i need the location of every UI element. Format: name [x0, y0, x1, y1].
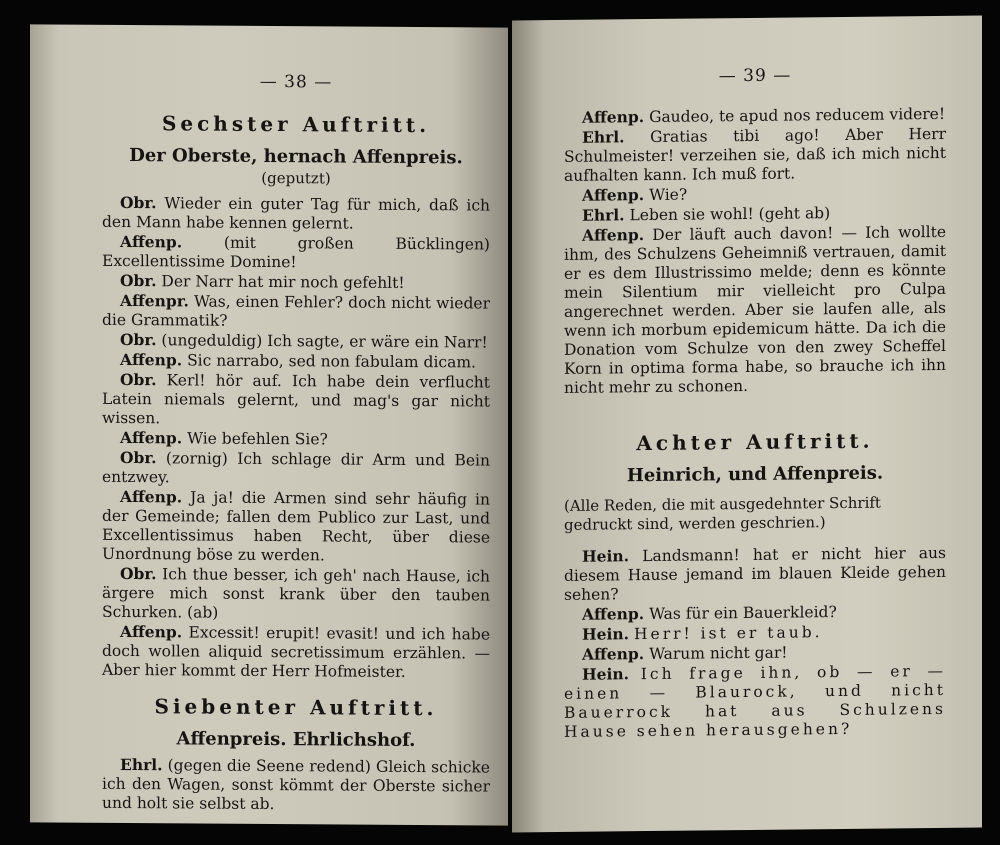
dialogue-line: [102, 622, 490, 683]
page-number: — 38 —: [259, 71, 333, 93]
speaker: Obr.: [120, 447, 157, 468]
speaker: Affenpr.: [120, 290, 189, 311]
speech-shouted: Ich frage ihn, ob — er — einen — Blaurock, und nicht Bauerrock hat aus Schulzens Hause sehen herausgehen?: [564, 661, 946, 741]
speech: Landsmann! hat er nicht hier aus diesem Hause jemand im blauen Kleide gehen sehen?: [564, 543, 946, 604]
speech: Leben sie wohl! (geht ab): [629, 204, 831, 225]
dialogue-line: [102, 428, 490, 451]
dialogue-block: [102, 193, 490, 683]
dialogue-line: [102, 755, 490, 816]
speaker: Affenp.: [582, 185, 645, 205]
scene-cast: Affenpreis. Ehrlichshof.: [176, 728, 416, 752]
speech: Gaudeo, te apud nos reducem videre!: [649, 104, 946, 127]
dialogue-line: [564, 661, 946, 742]
speaker: Affenp.: [582, 604, 645, 624]
speech: Sic narrabo, sed non fabulam dicam.: [187, 351, 476, 372]
speech: Ja ja! die Armen sind sehr häufig in der Gemeinde; fallen dem Publico zur Last, und Excellentissimus haben Recht, über diese Unordnung böse zu werden.: [102, 488, 490, 565]
dialogue-block: [102, 755, 490, 816]
speaker: Ehrl.: [582, 127, 625, 147]
speech: Was, einen Fehler? doch nicht wieder die Grammatik?: [102, 292, 490, 330]
speaker: Obr.: [120, 369, 157, 390]
speaker: Ehrl.: [120, 754, 163, 775]
speaker: Affenp.: [120, 486, 183, 507]
dialogue-line: [564, 543, 946, 605]
cast-names: Der Oberste, hernach Affenpreis.: [129, 145, 463, 169]
speaker: Affenp.: [120, 621, 183, 642]
speech: (gegen die Seene redend) Gleich schicke ich den Wagen, sonst kömmt der Oberste sicher und holt sie selbst ab.: [102, 756, 490, 814]
speech: Excessit! erupit! evasit! und ich habe doch wollen aliquid secretissimum erzählen. — Aber hier kommt der Herr Hofmeister.: [102, 623, 490, 681]
speech: (ungeduldig) Ich sagte, er wäre ein Narr!: [161, 331, 488, 352]
speaker: Ehrl.: [582, 205, 625, 225]
dialogue-block: [564, 543, 946, 742]
scene-title: Sechster Auftritt.: [161, 111, 431, 138]
speaker: Obr.: [120, 192, 157, 213]
dialogue-line: [564, 222, 946, 398]
speech: Der läuft auch davon! — Ich wollte ihm, des Schulzens Geheimniß vertrauen, damit er es dem Illustrissimo melde; denn es könnte mein Silentium mir vielleicht pro Culpa angerechnet werden. Aber sie laufen alle, als wenn ich morbum epidemicum hätte. Da ich die Donation vom Schulze von den zwey Scheffel Korn in optima forma habe, so brauche ich ihn nicht mehr zu schonen.: [564, 222, 946, 397]
speaker: Obr.: [120, 563, 157, 584]
left-page: [30, 24, 508, 825]
speech: (mit großen Bücklingen) Excellentissime Domine!: [102, 233, 490, 272]
dialogue-line: [102, 370, 490, 431]
scene-cast: [102, 145, 490, 190]
speech: Der Narr hat mir noch gefehlt!: [161, 272, 405, 292]
speech: Was für ein Bauerkleid?: [649, 603, 837, 624]
speaker: Affenp.: [582, 225, 645, 245]
scene-title: Siebenter Auftritt.: [154, 694, 438, 721]
open-book: [30, 18, 985, 833]
dialogue-line: [564, 124, 946, 186]
stage-note: (Alle Reden, die mit ausgedehnter Schrift gedruckt sind, werden geschrien.): [564, 493, 881, 534]
dialogue-line: [102, 291, 490, 333]
dialogue-line: [102, 564, 490, 625]
dialogue-line: [102, 232, 490, 274]
speech: Gratias tibi ago! Aber Herr Schulmeister! verzeihen sie, daß ich mich nicht aufhalten kann. Ich muß fort.: [564, 124, 946, 185]
speaker: Hein.: [582, 664, 630, 684]
speech: Kerl! hör auf. Ich habe dein verflucht Latein niemals gelernt, und mag's gar nicht wissen.: [102, 371, 490, 428]
speaker: Affenp.: [120, 231, 183, 252]
dialogue-block: [564, 104, 946, 398]
speaker: Obr.: [120, 270, 157, 291]
dialogue-line: [102, 448, 490, 490]
speaker: Affenp.: [582, 107, 645, 127]
dialogue-line: [102, 330, 490, 353]
scene-cast: Heinrich, und Affenpreis.: [626, 462, 884, 487]
dialogue-line: [102, 350, 490, 373]
speaker: Hein.: [582, 546, 630, 566]
speech: Wieder ein guter Tag für mich, daß ich den Mann habe kennen gelernt.: [102, 194, 490, 233]
speech: Ich thue besser, ich geh' nach Hause, ich ärgere mich sonst krank über den tauben Schurken. (ab): [102, 565, 490, 622]
speaker: Affenp.: [120, 427, 183, 448]
dialogue-line: [102, 271, 490, 294]
cast-note: (geputzt): [261, 168, 331, 188]
scene-title: Achter Auftritt.: [636, 428, 874, 456]
page-number: — 39 —: [718, 65, 792, 87]
right-page: [512, 16, 982, 833]
speaker: Hein.: [582, 624, 630, 644]
dialogue-line: [102, 487, 490, 567]
speech: Warum nicht gar!: [649, 643, 788, 664]
speech: Wie?: [649, 185, 688, 205]
speaker: Obr.: [120, 329, 157, 350]
speech-shouted: Herr! ist er taub.: [634, 623, 823, 644]
speaker: Affenp.: [120, 349, 183, 370]
speech: Wie befehlen Sie?: [187, 429, 328, 449]
dialogue-line: [102, 193, 490, 235]
speaker: Affenp.: [582, 644, 645, 664]
speech: (zornig) Ich schlage dir Arm und Bein entzwey.: [102, 449, 490, 487]
